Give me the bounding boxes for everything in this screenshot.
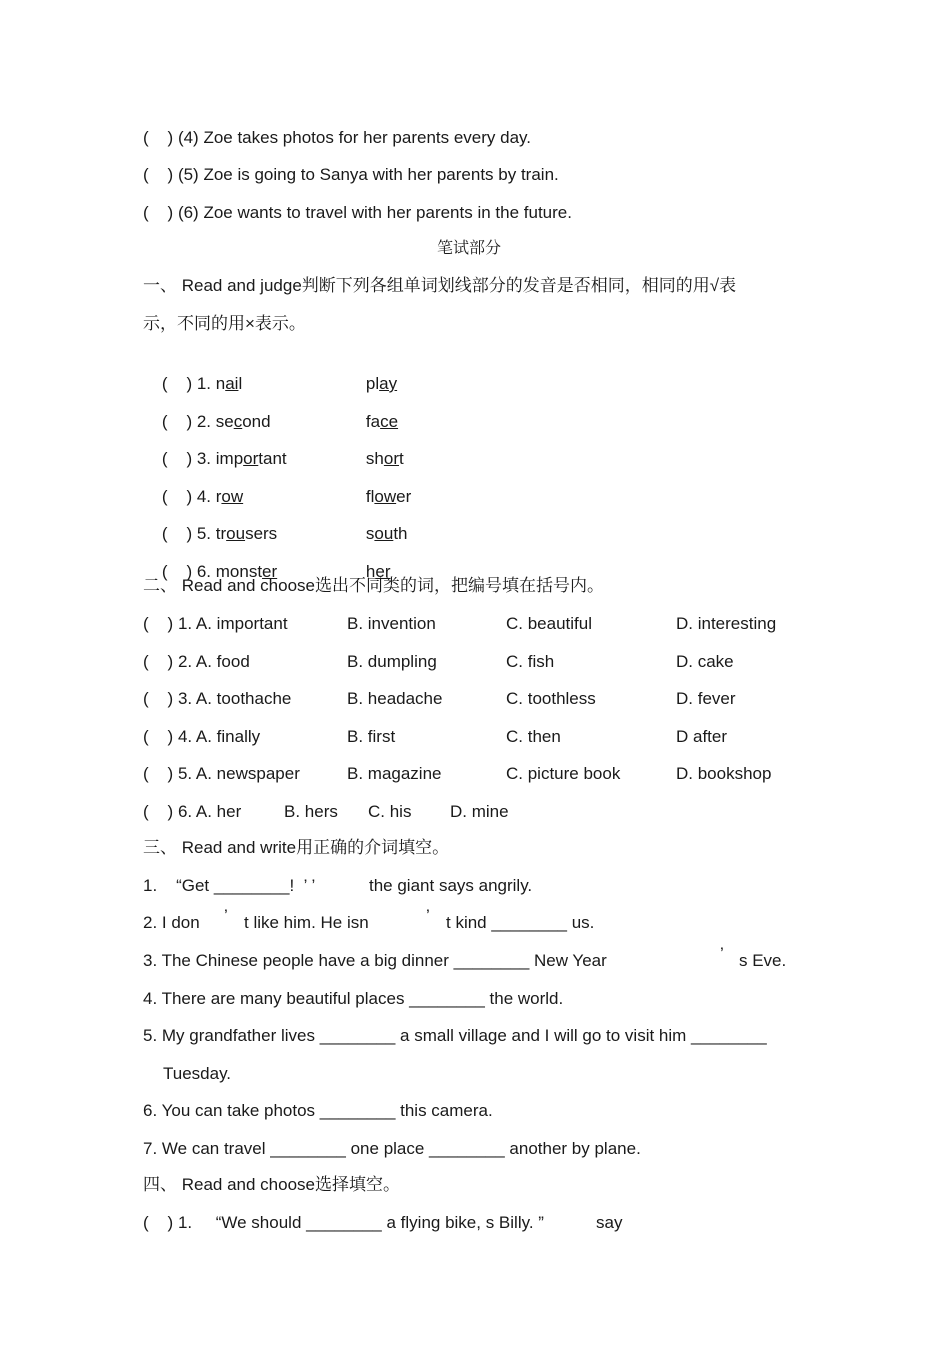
s3-q5-line1: 5. My grandfather lives ________ a small village and I will go to visit him ________ [143, 1026, 767, 1045]
word-part: fl [365, 487, 375, 506]
s2-option-c: C. beautiful [506, 614, 592, 633]
word-part: se [215, 412, 234, 431]
s3-q7: 7. We can travel ________ one place ________ another by plane. [143, 1139, 641, 1158]
s3-q3-c: s Eve. [739, 951, 787, 970]
s4-q1-say: say [596, 1213, 623, 1232]
s2-option-a: ( ) 3. A. toothache [143, 689, 292, 708]
s2-option-a: ( ) 5. A. newspaper [143, 764, 300, 783]
item-number: ( ) 6. [161, 562, 216, 581]
word-part: s [365, 524, 375, 543]
s3-q6: 6. You can take photos ________ this camera. [143, 1101, 493, 1120]
underlined-part: ai [225, 374, 239, 393]
question-6: ( ) (6) Zoe wants to travel with her parents in the future. [143, 203, 572, 222]
underlined-part: c [233, 412, 243, 431]
word-part: ond [242, 412, 271, 431]
s3-title: 三、 Read and write用正确的介词填空。 [143, 838, 450, 857]
s2-option-c: C. fish [506, 652, 555, 671]
s2-option-c: C. then [506, 727, 561, 746]
s3-q3-apostrophe: ’ [720, 944, 724, 963]
question-5: ( ) (5) Zoe is going to Sanya with her parents by train. [143, 165, 559, 184]
underlined-part: er [262, 562, 278, 581]
word-part: monst [215, 562, 263, 581]
s2-option-a: ( ) 6. A. her [143, 802, 242, 821]
s2-option-c: C. picture book [506, 764, 621, 783]
s3-q1-start: 1. “Get ________! ’ ’ [143, 876, 316, 895]
word-part: t [399, 449, 404, 468]
s2-option-c: C. toothless [506, 689, 596, 708]
s2-title: 二、 Read and choose选出不同类的词，把编号填在括号内。 [143, 576, 604, 595]
word-part: r [215, 487, 222, 506]
s3-q3-a: 3. The Chinese people have a big dinner ________ New Year [143, 951, 607, 970]
s2-option-d: D. bookshop [676, 764, 772, 783]
item-number: ( ) 2. [161, 412, 216, 431]
s1-title-line1: 一、 Read and judge判断下列各组单词划线部分的发音是否相同，相同的用√表 [143, 276, 737, 295]
underlined-part: ay [379, 374, 398, 393]
word-part: l [238, 374, 243, 393]
s2-option-d: D. cake [676, 652, 734, 671]
s3-q2-apostrophe: ’ [224, 906, 228, 925]
s2-option-a: ( ) 4. A. finally [143, 727, 261, 746]
question-4: ( ) (4) Zoe takes photos for her parents every day. [143, 128, 532, 147]
s3-q2-e: t kind ________ us. [446, 913, 595, 932]
s2-option-b: B. invention [347, 614, 436, 633]
s2-option-d: D. interesting [676, 614, 777, 633]
underlined-part: ou [226, 524, 246, 543]
s2-option-d: D after [676, 727, 728, 746]
word-part: pl [365, 374, 380, 393]
s4-title: 四、 Read and choose选择填空。 [143, 1175, 400, 1194]
underlined-part: ow [374, 487, 397, 506]
s2-option-a: ( ) 1. A. important [143, 614, 288, 633]
s2-option-c: C. his [368, 802, 412, 821]
underlined-part: ce [380, 412, 399, 431]
s2-option-a: ( ) 2. A. food [143, 652, 250, 671]
word-part: fa [365, 412, 381, 431]
s4-q1: ( ) 1. “We should ________ a flying bike, s Billy. ” [143, 1213, 544, 1232]
s2-option-b: B. headache [347, 689, 443, 708]
s2-option-d: D. fever [676, 689, 736, 708]
word-part: tr [215, 524, 227, 543]
s3-q4: 4. There are many beautiful places ________ the world. [143, 989, 564, 1008]
underlined-part: or [243, 449, 259, 468]
written-section-title: 笔试部分 [437, 238, 502, 257]
item-number: ( ) 5. [161, 524, 216, 543]
s2-option-b: B. magazine [347, 764, 442, 783]
s2-option-b: B. dumpling [347, 652, 437, 671]
word-part: sers [245, 524, 278, 543]
s3-q2-a: 2. I don [143, 913, 200, 932]
underlined-part: or [383, 449, 399, 468]
word-part: th [393, 524, 408, 543]
s2-option-b: B. first [347, 727, 396, 746]
underlined-part: ou [374, 524, 394, 543]
underlined-part: ow [221, 487, 244, 506]
s3-q2-apostrophe: ’ [426, 906, 430, 925]
s1-title-line2: 示，不同的用×表示。 [143, 314, 306, 333]
underlined-part: er [375, 562, 391, 581]
s3-q5-line2: Tuesday. [163, 1064, 232, 1083]
s2-option-d: D. mine [450, 802, 509, 821]
word-part: sh [365, 449, 384, 468]
word-part: er [396, 487, 412, 506]
s2-option-b: B. hers [284, 802, 338, 821]
word-part: n [215, 374, 226, 393]
word-part: h [365, 562, 376, 581]
s3-q2-c: t like him. He isn [244, 913, 369, 932]
item-number: ( ) 4. [161, 487, 216, 506]
item-number: ( ) 3. [161, 449, 216, 468]
word-part: imp [215, 449, 244, 468]
s3-q1-end: the giant says angrily. [369, 876, 533, 895]
word-part: tant [258, 449, 287, 468]
item-number: ( ) 1. [161, 374, 216, 393]
